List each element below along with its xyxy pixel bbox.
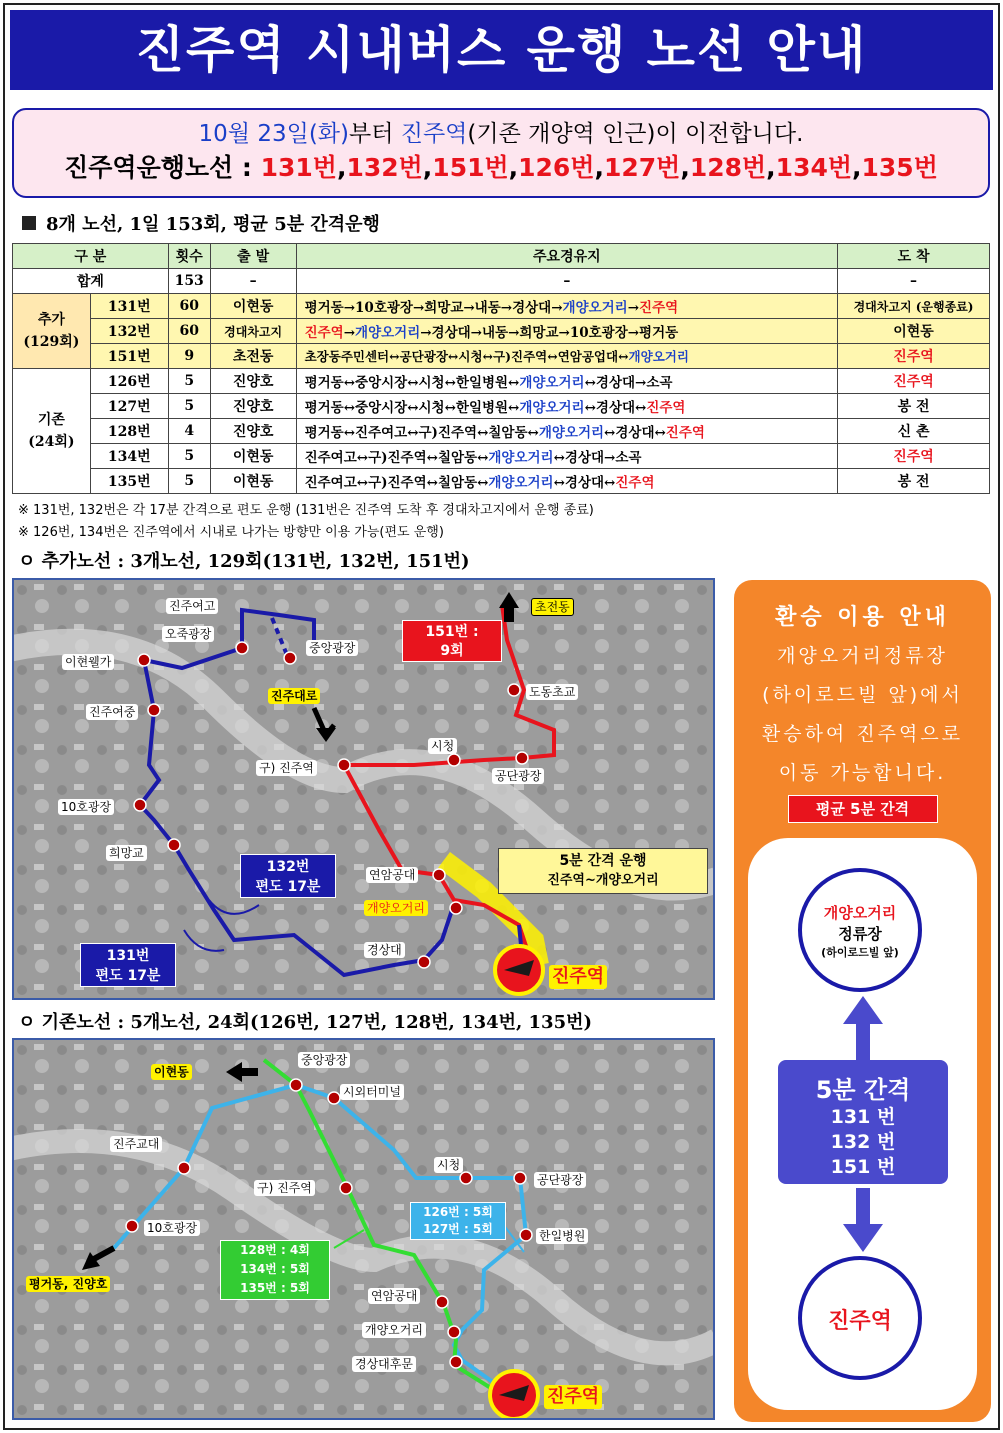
stop-label: 이현동	[151, 1064, 192, 1080]
stop-label: 시청	[428, 738, 457, 754]
page-title: 진주역 시내버스 운행 노선 안내	[10, 10, 993, 90]
table-header-row: 구 분 횟수 출 발 주요경유지 도 착	[13, 244, 990, 269]
stop-label: 경상대후문	[352, 1356, 416, 1372]
route-path: 평거동↔중앙시장↔시청↔한일병원↔개양오거리↔경상대↔진주역	[296, 394, 837, 419]
stop-label: 희망교	[106, 845, 147, 861]
notice-line-1: 10월 23일(화)부터 진주역(기존 개양역 인근)이 이전합니다.	[198, 121, 804, 147]
table-row: 추가 (129회) 131번 60 이현동 평거동→10호광장→희망교→내동→경상대→개양오거리→진주역 경대차고지 (운행종료)	[13, 294, 990, 319]
group-existing: 기존 (24회)	[13, 369, 91, 494]
station-label: 진주역	[544, 1385, 602, 1409]
stop-label: 연암공대	[366, 867, 418, 883]
stop-label: 진주여고	[166, 598, 218, 614]
arrow-up-icon	[843, 996, 883, 1060]
interval-box: 5분 간격 131 번 132 번 151 번	[778, 1060, 948, 1184]
stop-label: 중앙광장	[306, 640, 358, 656]
transfer-heading: 환승 이용 안내	[775, 605, 950, 630]
arrow-down-icon	[843, 1188, 883, 1252]
gaeyang-stop-circle: 개양오거리 정류장 (하이로드빌 앞)	[798, 868, 922, 992]
map-existing-routes	[12, 1038, 715, 1420]
route-path: 평거동↔진주여고↔구)진주역↔칠암동↔개양오거리↔경상대↔진주역	[296, 419, 837, 444]
group-added: 추가 (129회)	[13, 294, 91, 369]
table-row: 132번 60 경대차고지 진주역→개양오거리→경상대→내동→희망교→10호광장→평거동 이현동	[13, 319, 990, 344]
summary-line: 8개 노선, 1일 153회, 평균 5분 간격운행	[22, 210, 380, 236]
table-row: 151번 9 초전동 초장동주민센터↔공단광장↔시청↔구)진주역↔연암공업대↔개양오거리 진주역	[13, 344, 990, 369]
road-label: 진주대로	[268, 688, 320, 704]
stop-label: 공단광장	[492, 768, 544, 784]
transfer-diagram	[748, 838, 977, 1410]
stop-label: 구) 진주역	[254, 1180, 315, 1196]
stop-label: 이현웰가	[62, 654, 114, 670]
map-added-routes	[12, 578, 715, 1000]
section-existing-title: ㅇ 기존노선 : 5개노선, 24회(126번, 127번, 128번, 134번, 135번)	[18, 1012, 593, 1033]
route-132-box: 132번 편도 17분	[240, 854, 336, 898]
notice-station: 진주역	[400, 121, 468, 147]
notice-line-2: 진주역운행노선 : 131번,132번,151번,126번,127번,128번,134번,135번	[64, 153, 938, 182]
stop-label: 연암공대	[368, 1288, 420, 1304]
route-path: 진주여고↔구)진주역↔칠암동↔개양오거리↔경상대→소곡	[296, 444, 837, 469]
stop-label: 한일병원	[536, 1228, 588, 1244]
bullet-square-icon	[22, 216, 36, 230]
section-added-title: ㅇ 추가노선 : 3개노선, 129회(131번, 132번, 151번)	[18, 551, 470, 572]
stop-label: 진주교대	[110, 1136, 162, 1152]
route-path: 초장동주민센터↔공단광장↔시청↔구)진주역↔연암공업대↔개양오거리	[296, 344, 837, 369]
stop-label: 진주여중	[86, 704, 138, 720]
station-label: 진주역	[549, 965, 607, 989]
stop-label: 오죽광장	[162, 626, 214, 642]
route-151-box: 151번 : 9회	[402, 620, 502, 662]
stop-label: 구) 진주역	[256, 760, 317, 776]
notice-box	[12, 108, 990, 198]
map-added-svg	[14, 580, 715, 1000]
stop-label: 개양오거리	[364, 900, 428, 916]
table-row: 134번 5 이현동 진주여고↔구)진주역↔칠암동↔개양오거리↔경상대→소곡 진주역	[13, 444, 990, 469]
table-row: 127번 5 진양호 평거동↔중앙시장↔시청↔한일병원↔개양오거리↔경상대↔진주역 봉 전	[13, 394, 990, 419]
notes: ※ 131번, 132번은 각 17분 간격으로 편도 운행 (131번은 진주역 도착 후 경대차고지에서 운행 종료) ※ 126번, 134번은 진주역에서 시내로 나가는 방향만 이용 가능(편도 운행)	[18, 503, 594, 540]
stop-label: 시청	[434, 1157, 463, 1173]
table-row-total: 합계 153 – – –	[13, 269, 990, 294]
route-table	[12, 243, 990, 494]
interval-callout: 5분 간격 운행 진주역~개양오거리	[498, 848, 708, 894]
route-131-box: 131번 편도 17분	[80, 943, 176, 987]
stop-label: 개양오거리	[362, 1322, 426, 1338]
routes-blue-box: 126번 : 5회 127번 : 5회	[410, 1202, 506, 1240]
stop-label: 도동초교	[526, 684, 578, 700]
stop-label: 10호광장	[58, 799, 114, 815]
stop-label: 초전동	[531, 598, 574, 616]
table-row: 기존 (24회) 126번 5 진양호 평거동↔중앙시장↔시청↔한일병원↔개양오거리↔경상대→소곡 진주역	[13, 369, 990, 394]
stop-label: 경상대	[364, 942, 405, 958]
stop-label: 시외터미널	[340, 1084, 404, 1100]
transfer-guide-panel	[734, 580, 991, 1422]
stop-label: 평거동, 진양호	[26, 1276, 110, 1292]
route-path: 평거동→10호광장→희망교→내동→경상대→개양오거리→진주역	[296, 294, 837, 319]
table-row: 135번 5 이현동 진주여고↔구)진주역↔칠암동↔개양오거리↔경상대↔진주역 봉 전	[13, 469, 990, 494]
route-path: 진주여고↔구)진주역↔칠암동↔개양오거리↔경상대↔진주역	[296, 469, 837, 494]
table-row: 128번 4 진양호 평거동↔진주여고↔구)진주역↔칠암동↔개양오거리↔경상대↔진주역 신 촌	[13, 419, 990, 444]
stop-label: 공단광장	[534, 1172, 586, 1188]
stop-label: 중앙광장	[298, 1052, 350, 1068]
route-path: 진주역→개양오거리→경상대→내동→희망교→10호광장→평거동	[296, 319, 837, 344]
transfer-text: 개양오거리정류장 (하이로드빌 앞)에서 환승하여 진주역으로 이동 가능합니다.	[761, 645, 964, 784]
jinju-station-circle: 진주역	[798, 1256, 922, 1380]
stop-label: 10호광장	[144, 1220, 200, 1236]
notice-date: 10월 23일(화)	[198, 121, 349, 147]
route-path: 평거동↔중앙시장↔시청↔한일병원↔개양오거리↔경상대→소곡	[296, 369, 837, 394]
routes-green-box: 128번 : 4회 134번 : 5회 135번 : 5회	[220, 1240, 330, 1300]
interval-tag: 평균 5분 간격	[788, 795, 938, 823]
